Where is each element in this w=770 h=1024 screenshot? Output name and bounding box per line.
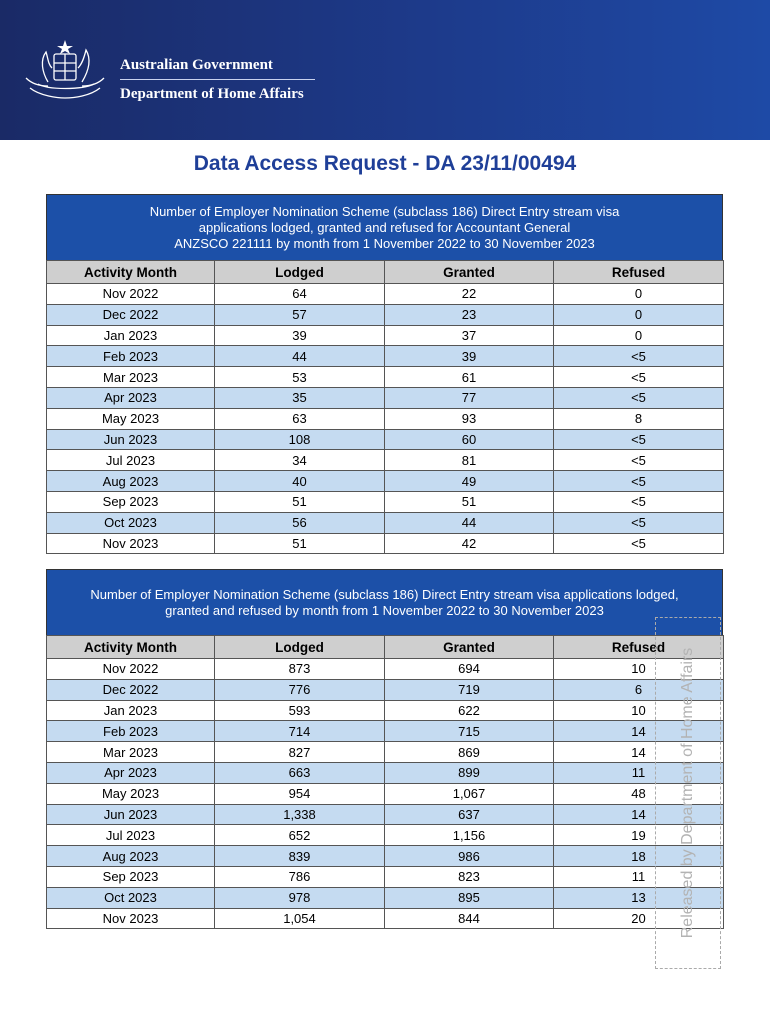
table-cell: Oct 2023 xyxy=(47,512,215,533)
table-cell: 51 xyxy=(385,491,554,512)
data-table xyxy=(46,635,724,929)
table-row xyxy=(47,512,724,533)
table-row xyxy=(47,721,724,742)
table-cell: <5 xyxy=(554,533,724,554)
table-cell: Feb 2023 xyxy=(47,721,215,742)
table-cell: 954 xyxy=(215,783,385,804)
table-cell: 1,054 xyxy=(215,908,385,929)
table-row xyxy=(47,762,724,783)
table-cell: 63 xyxy=(215,408,385,429)
table-cell: 622 xyxy=(385,700,554,721)
table-cell: 593 xyxy=(215,700,385,721)
release-watermark xyxy=(655,617,721,969)
table-all-occupations xyxy=(46,569,723,929)
table-cell: May 2023 xyxy=(47,783,215,804)
table-cell: <5 xyxy=(554,512,724,533)
table-row xyxy=(47,387,724,408)
table-cell: Jun 2023 xyxy=(47,804,215,825)
table-row xyxy=(47,700,724,721)
column-header: Granted xyxy=(385,261,554,284)
table-cell: 10 xyxy=(554,700,724,721)
table-cell: 48 xyxy=(554,783,724,804)
column-header: Lodged xyxy=(215,636,385,659)
table-cell: Feb 2023 xyxy=(47,346,215,367)
table-cell: 694 xyxy=(385,659,554,680)
table-row xyxy=(47,825,724,846)
table-cell: Sep 2023 xyxy=(47,491,215,512)
table-cell: <5 xyxy=(554,387,724,408)
caption-line: granted and refused by month from 1 November 2022 to 30 November 2023 xyxy=(165,603,604,618)
table-cell: 839 xyxy=(215,846,385,867)
table-cell: 13 xyxy=(554,887,724,908)
table-cell: 715 xyxy=(385,721,554,742)
table-row xyxy=(47,491,724,512)
table-cell: Jul 2023 xyxy=(47,825,215,846)
table-cell: 51 xyxy=(215,533,385,554)
table-row xyxy=(47,408,724,429)
table-cell: Nov 2023 xyxy=(47,533,215,554)
table-cell: 986 xyxy=(385,846,554,867)
department-name: Department of Home Affairs xyxy=(120,86,304,102)
table-cell: 22 xyxy=(385,284,554,305)
table-cell: Jun 2023 xyxy=(47,429,215,450)
table-cell: 60 xyxy=(385,429,554,450)
table-cell: 776 xyxy=(215,679,385,700)
table-cell: 719 xyxy=(385,679,554,700)
table-cell: 53 xyxy=(215,367,385,388)
table-cell: <5 xyxy=(554,450,724,471)
table-cell: 44 xyxy=(385,512,554,533)
table-cell: Dec 2022 xyxy=(47,679,215,700)
data-table xyxy=(46,260,724,554)
table-row xyxy=(47,304,724,325)
table-cell: Nov 2022 xyxy=(47,659,215,680)
table-cell: 42 xyxy=(385,533,554,554)
table-cell: May 2023 xyxy=(47,408,215,429)
watermark-text: Released by Department of Home Affairs xyxy=(679,647,696,939)
table-cell: 57 xyxy=(215,304,385,325)
table-cell: 844 xyxy=(385,908,554,929)
table-cell: 0 xyxy=(554,325,724,346)
table-cell: 39 xyxy=(385,346,554,367)
table-cell: Aug 2023 xyxy=(47,471,215,492)
table-cell: 0 xyxy=(554,284,724,305)
table-cell: 6 xyxy=(554,679,724,700)
table-row xyxy=(47,783,724,804)
table-cell: Jul 2023 xyxy=(47,450,215,471)
table-row xyxy=(47,908,724,929)
table-cell: 61 xyxy=(385,367,554,388)
table-header-row xyxy=(47,636,724,659)
table-cell: 895 xyxy=(385,887,554,908)
table-row xyxy=(47,887,724,908)
header-divider xyxy=(120,79,315,80)
table-cell: Dec 2022 xyxy=(47,304,215,325)
table-cell: 14 xyxy=(554,721,724,742)
table-cell: Oct 2023 xyxy=(47,887,215,908)
table-cell: 64 xyxy=(215,284,385,305)
table-cell: 873 xyxy=(215,659,385,680)
table-cell: 869 xyxy=(385,742,554,763)
table-row xyxy=(47,846,724,867)
table-cell: 20 xyxy=(554,908,724,929)
table-cell: 978 xyxy=(215,887,385,908)
table-cell: 1,067 xyxy=(385,783,554,804)
table-cell: <5 xyxy=(554,367,724,388)
table-cell: 11 xyxy=(554,762,724,783)
table-accountant-general xyxy=(46,194,723,554)
table-row xyxy=(47,450,724,471)
table-cell: 81 xyxy=(385,450,554,471)
table-row xyxy=(47,533,724,554)
table-row xyxy=(47,367,724,388)
table-row xyxy=(47,346,724,367)
table-cell: 49 xyxy=(385,471,554,492)
table-cell: Mar 2023 xyxy=(47,367,215,388)
coat-of-arms-icon xyxy=(18,38,112,106)
table-cell: 108 xyxy=(215,429,385,450)
table-cell: 14 xyxy=(554,804,724,825)
table-cell: 1,338 xyxy=(215,804,385,825)
table-cell: 14 xyxy=(554,742,724,763)
table-row xyxy=(47,804,724,825)
table-cell: 11 xyxy=(554,866,724,887)
table-header-row xyxy=(47,261,724,284)
table-cell: <5 xyxy=(554,491,724,512)
table-cell: 786 xyxy=(215,866,385,887)
column-header: Activity Month xyxy=(47,261,215,284)
table-cell: <5 xyxy=(554,346,724,367)
table-cell: 34 xyxy=(215,450,385,471)
table-cell: 827 xyxy=(215,742,385,763)
table-row xyxy=(47,284,724,305)
table-cell: 8 xyxy=(554,408,724,429)
column-header: Granted xyxy=(385,636,554,659)
table-cell: Apr 2023 xyxy=(47,762,215,783)
government-name: Australian Government xyxy=(120,57,273,73)
column-header: Refused xyxy=(554,261,724,284)
caption-line: ANZSCO 221111 by month from 1 November 2022 to 30 November 2023 xyxy=(174,236,595,251)
header-banner xyxy=(0,0,770,140)
table-cell: 35 xyxy=(215,387,385,408)
table-cell: Apr 2023 xyxy=(47,387,215,408)
table-row xyxy=(47,659,724,680)
table-cell: 39 xyxy=(215,325,385,346)
table-cell: 663 xyxy=(215,762,385,783)
table-row xyxy=(47,429,724,450)
table-cell: 652 xyxy=(215,825,385,846)
table-row xyxy=(47,679,724,700)
table-cell: 0 xyxy=(554,304,724,325)
table-cell: Jan 2023 xyxy=(47,700,215,721)
table-cell: 23 xyxy=(385,304,554,325)
table-cell: 18 xyxy=(554,846,724,867)
table-caption xyxy=(46,569,723,635)
table-cell: Sep 2023 xyxy=(47,866,215,887)
table-cell: 714 xyxy=(215,721,385,742)
table-caption xyxy=(46,194,723,260)
table-cell: 19 xyxy=(554,825,724,846)
table-cell: 77 xyxy=(385,387,554,408)
table-cell: 51 xyxy=(215,491,385,512)
table-cell: 1,156 xyxy=(385,825,554,846)
table-cell: 93 xyxy=(385,408,554,429)
table-cell: 823 xyxy=(385,866,554,887)
column-header: Lodged xyxy=(215,261,385,284)
page-title: Data Access Request - DA 23/11/00494 xyxy=(193,152,577,175)
table-cell: 10 xyxy=(554,659,724,680)
table-cell: 44 xyxy=(215,346,385,367)
table-cell: 899 xyxy=(385,762,554,783)
table-cell: <5 xyxy=(554,471,724,492)
table-cell: Mar 2023 xyxy=(47,742,215,763)
caption-line: Number of Employer Nomination Scheme (subclass 186) Direct Entry stream visa applications lodged, xyxy=(90,587,679,602)
table-cell: Aug 2023 xyxy=(47,846,215,867)
caption-line: applications lodged, granted and refused for Accountant General xyxy=(198,220,571,235)
table-cell: 637 xyxy=(385,804,554,825)
table-row xyxy=(47,471,724,492)
table-row xyxy=(47,866,724,887)
table-cell: 40 xyxy=(215,471,385,492)
table-cell: <5 xyxy=(554,429,724,450)
column-header: Activity Month xyxy=(47,636,215,659)
table-row xyxy=(47,742,724,763)
table-cell: Jan 2023 xyxy=(47,325,215,346)
caption-line: Number of Employer Nomination Scheme (subclass 186) Direct Entry stream visa xyxy=(149,204,620,219)
table-row xyxy=(47,325,724,346)
table-cell: 37 xyxy=(385,325,554,346)
column-header: Refused xyxy=(554,636,724,659)
table-cell: 56 xyxy=(215,512,385,533)
table-cell: Nov 2022 xyxy=(47,284,215,305)
table-cell: Nov 2023 xyxy=(47,908,215,929)
